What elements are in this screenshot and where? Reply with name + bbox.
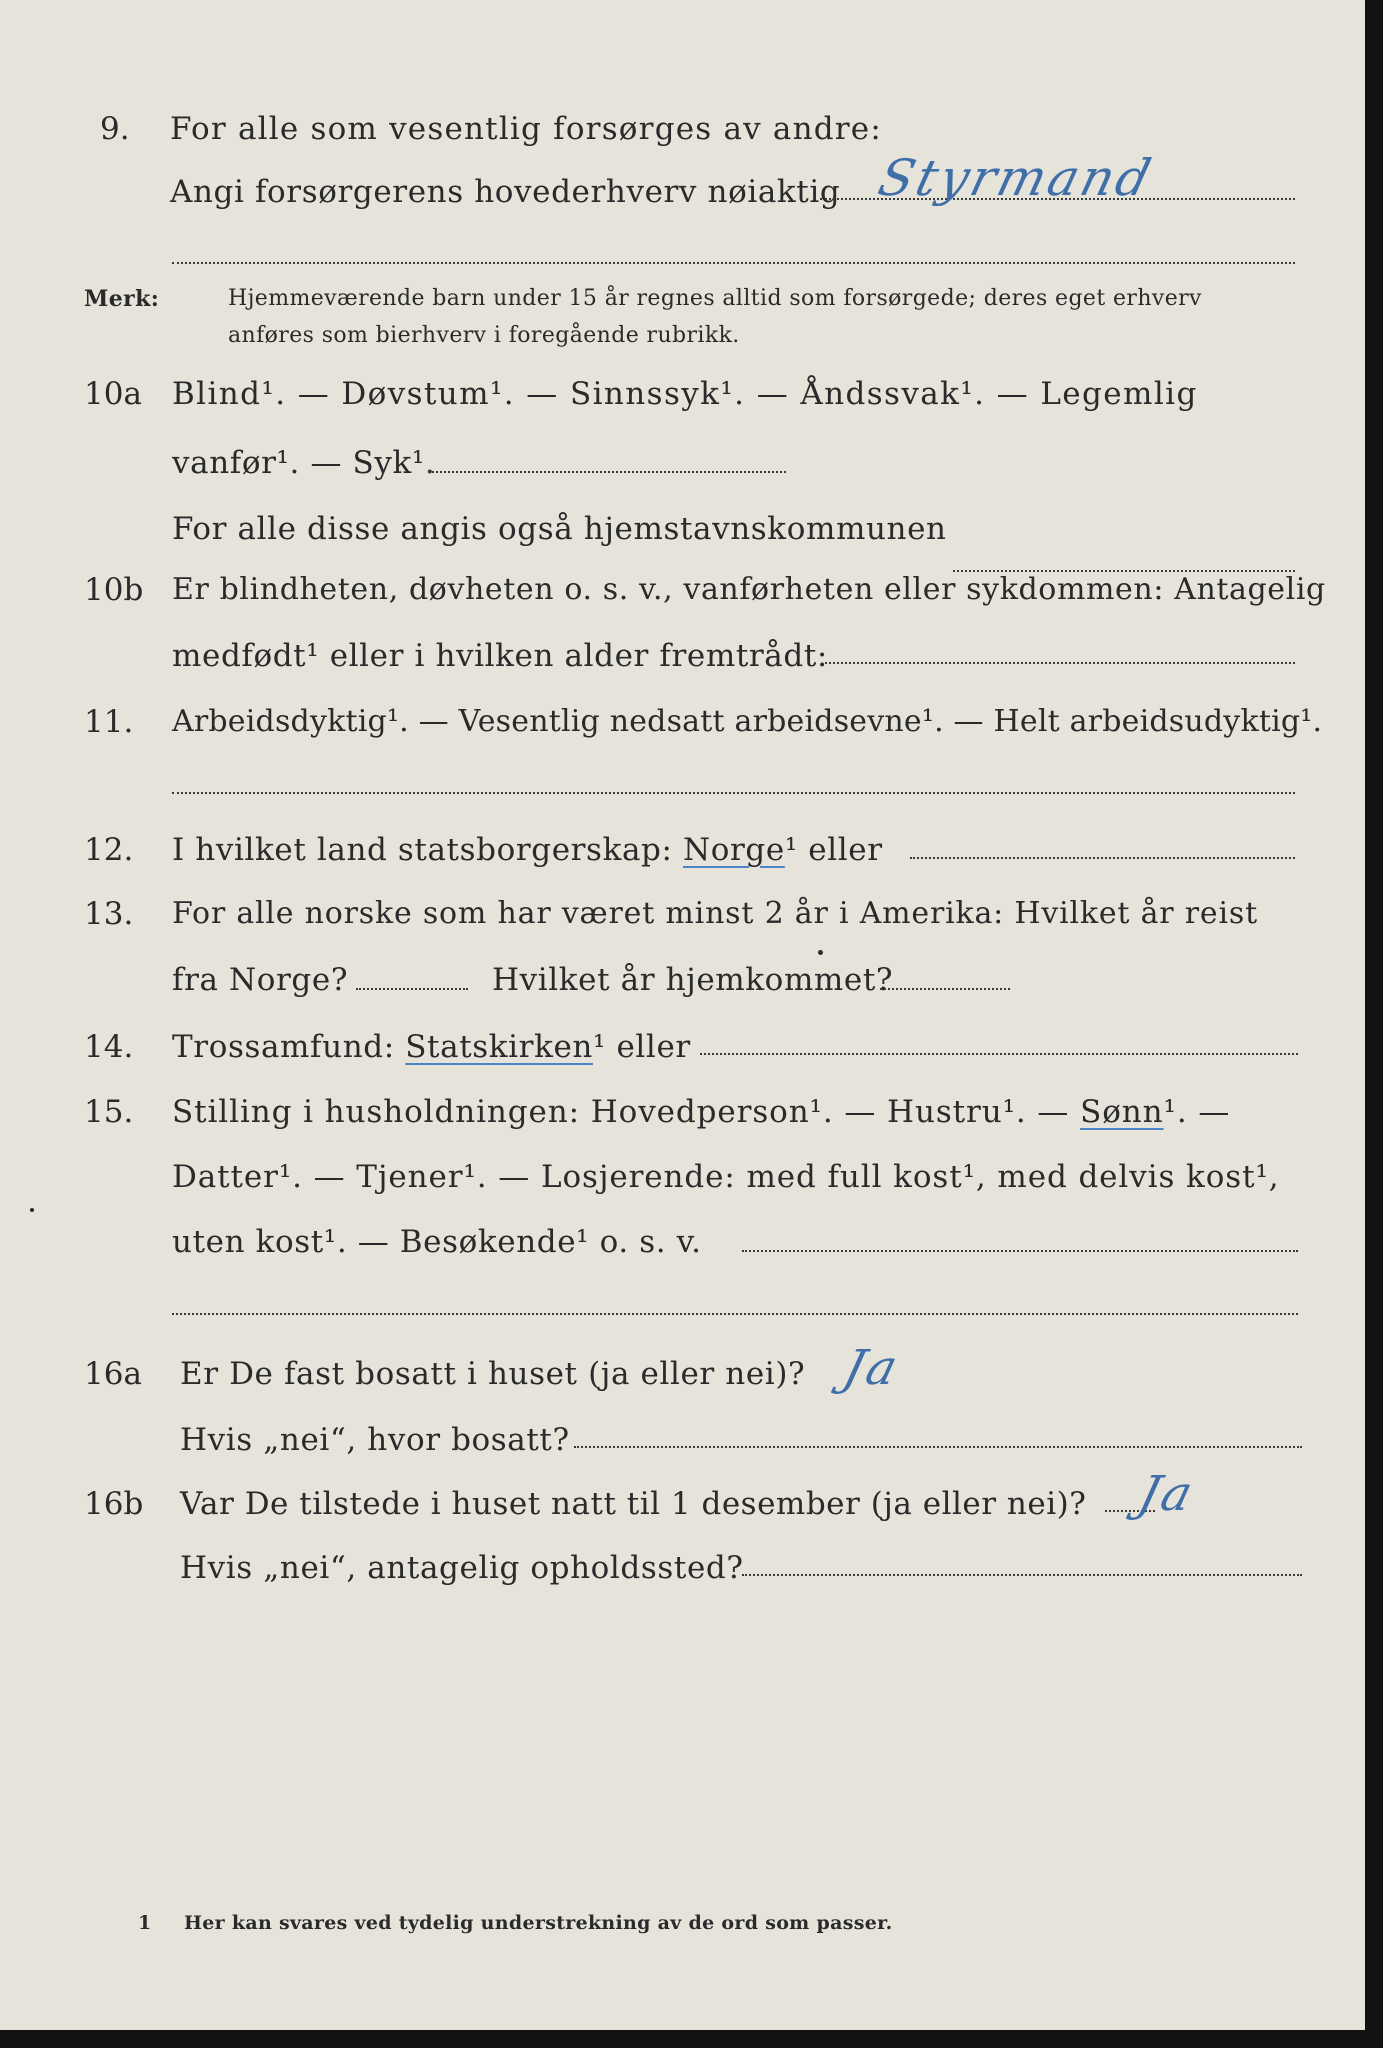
q12-prefix: I hvilket land statsborgerskap: (172, 832, 673, 868)
q12-suffix: ¹ eller (784, 832, 883, 868)
q15-number: 15. (84, 1094, 134, 1130)
q14-line (172, 1027, 691, 1067)
scan-border-bottom (0, 2030, 1383, 2048)
q10b-number: 10b (84, 572, 144, 608)
note-label: Merk: (84, 286, 160, 312)
footnote-text: Her kan svares ved tydelig understrekning av de ord som passer. (184, 1912, 893, 1934)
q14-number: 14. (84, 1029, 134, 1065)
q16a-line1: Er De fast bosatt i huset (ja eller nei)? (180, 1356, 806, 1392)
q14-prefix: Trossamfund: (172, 1029, 395, 1065)
q9-line2: Angi forsørgerens hovederhverv nøiaktig (170, 174, 841, 210)
q11-number: 11. (84, 704, 134, 740)
q15-line1-suffix: ¹. — (1163, 1094, 1231, 1130)
q12-dotline (910, 857, 1295, 859)
q10a-line3: For alle disse angis også hjemstavnskommunen (172, 511, 947, 547)
q11-line1: Arbeidsdyktig¹. — Vesentlig nedsatt arbeidsevne¹. — Helt arbeidsudyktig¹. (172, 704, 1323, 739)
q9-extra-dotline (172, 262, 1295, 264)
q13-line2a: fra Norge? (172, 962, 349, 998)
q15-line1-prefix: Stilling i husholdningen: Hovedperson¹. — Hustru¹. — (172, 1094, 1070, 1130)
q16b-handwritten-answer: Ja (1133, 1466, 1201, 1522)
q16b-line2: Hvis „nei“, antagelig opholdssted? (180, 1550, 744, 1586)
q16b-number: 16b (84, 1486, 144, 1522)
q16a-number: 16a (84, 1356, 142, 1392)
q10b-line2: medfødt¹ eller i hvilken alder fremtrådt: (172, 638, 828, 674)
q9-number: 9. (100, 111, 130, 147)
ink-speck (30, 1208, 34, 1212)
q15-dotline (742, 1250, 1298, 1252)
q10b-dotline (825, 662, 1295, 664)
q10a-number: 10a (84, 376, 142, 412)
q12-marked-option: Norge (683, 832, 785, 868)
q16a-handwritten-answer: Ja (838, 1340, 906, 1396)
q11-extra-dotline (172, 792, 1295, 794)
q15-line3: uten kost¹. — Besøkende¹ o. s. v. (172, 1224, 702, 1260)
q13-reist-dotline (356, 988, 468, 990)
q15-line1 (172, 1092, 1230, 1132)
q10b-line1: Er blindheten, døvheten o. s. v., vanførheten eller sykdommen: Antagelig (172, 572, 1326, 607)
scan-border-right (1365, 0, 1383, 2048)
q16a-line2: Hvis „nei“, hvor bosatt? (180, 1422, 570, 1458)
note-line1: Hjemmeværende barn under 15 år regnes alltid som forsørgede; deres eget erhverv (228, 286, 1202, 311)
q13-hjemkommet-dotline (880, 988, 1010, 990)
q12-number: 12. (84, 832, 134, 868)
note-line2: anføres som bierhverv i foregående rubrikk. (228, 323, 740, 348)
q14-marked-option: Statskirken (405, 1029, 593, 1065)
footnote-mark: 1 (138, 1912, 152, 1934)
ink-speck (818, 950, 823, 955)
q13-number: 13. (84, 896, 134, 932)
q14-dotline (700, 1053, 1298, 1055)
q13-line2b: Hvilket år hjemkommet? (492, 962, 894, 998)
q15-extra-dotline (172, 1313, 1298, 1315)
q10a-line2: vanfør¹. — Syk¹. (172, 445, 436, 481)
q16a-dotline (574, 1446, 1302, 1448)
q16b-line1: Var De tilstede i huset natt til 1 desember (ja eller nei)? (180, 1486, 1087, 1522)
q9-line1: For alle som vesentlig forsørges av andre: (170, 111, 882, 147)
q14-suffix: ¹ eller (592, 1029, 691, 1065)
q10a-line1: Blind¹. — Døvstum¹. — Sinnssyk¹. — Åndssvak¹. — Legemlig (172, 376, 1198, 412)
q10a-syk-dotline (428, 471, 786, 473)
q15-marked-option: Sønn (1080, 1094, 1164, 1130)
q12-line (172, 830, 883, 870)
q15-line2: Datter¹. — Tjener¹. — Losjerende: med full kost¹, med delvis kost¹, (172, 1159, 1280, 1195)
q9-handwritten-answer: Styrmand (872, 149, 1160, 207)
q13-line1: For alle norske som har været minst 2 år i Amerika: Hvilket år reist (172, 896, 1258, 931)
q16b-dotline (742, 1574, 1302, 1576)
